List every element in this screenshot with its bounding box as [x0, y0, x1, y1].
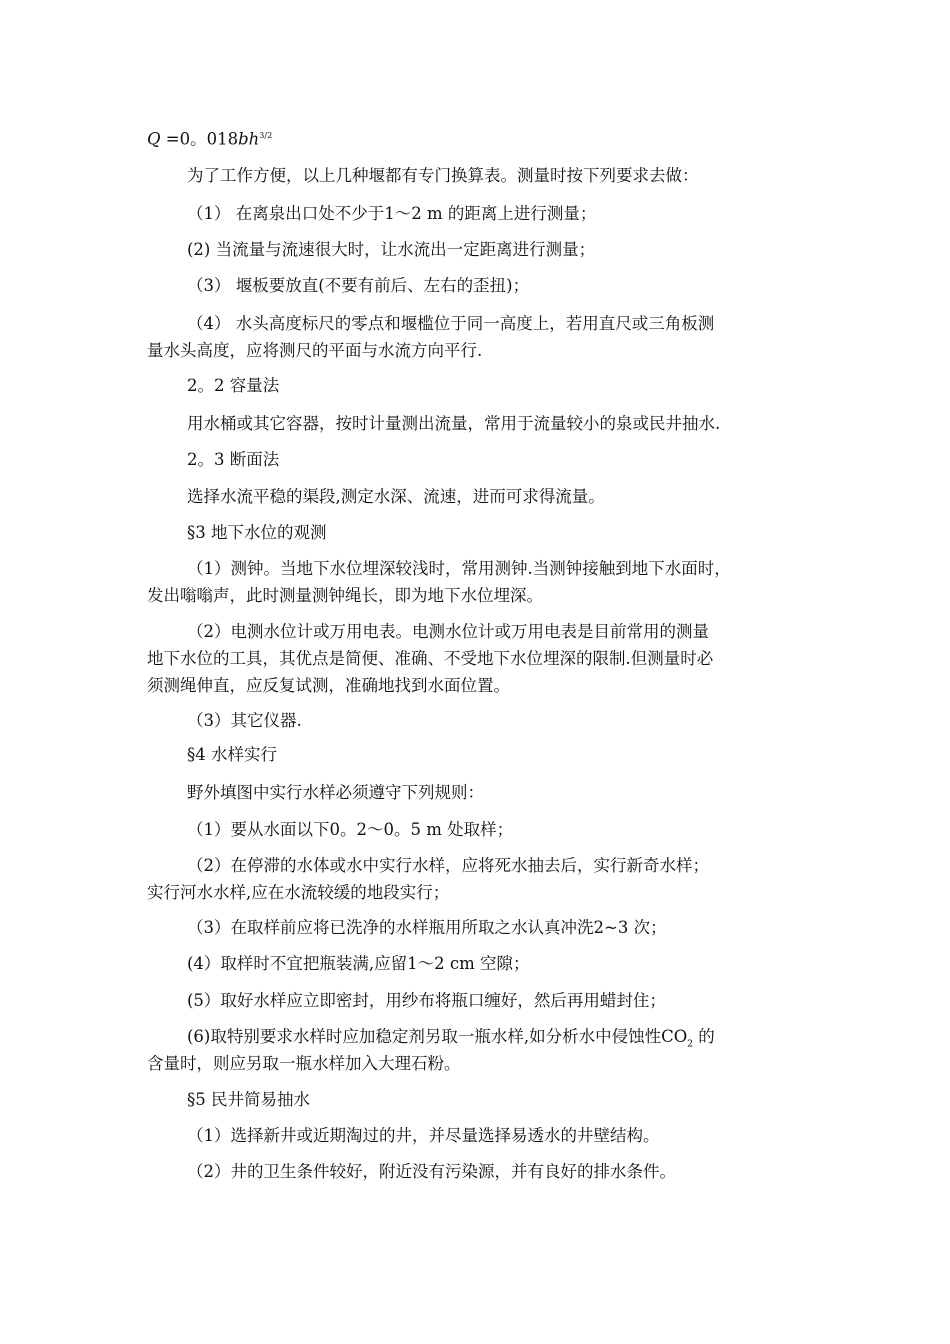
- section-4-item-1: （1）要从水面以下0。2～0。5 m 处取样；: [187, 820, 514, 839]
- section-3-item-2-line3: 须测绳伸直，应反复试测，准确地找到水面位置。: [147, 676, 510, 695]
- requirement-3: （3） 堰板要放直(不要有前后、左右的歪扭)；: [187, 276, 530, 295]
- requirement-1: （1） 在离泉出口处不少于1～2 m 的距离上进行测量；: [187, 204, 597, 223]
- section-3-item-3: （3）其它仪器.: [187, 711, 302, 730]
- formula-line: [147, 122, 817, 153]
- section-4-item-6-line2: 含量时，则应另取一瓶水样加入大理石粉。: [147, 1054, 461, 1073]
- paragraph-2-3: 选择水流平稳的渠段,测定水深、流速，进而可求得流量。: [187, 487, 605, 506]
- section-4-item-5: (5）取好水样应立即密封，用纱布将瓶口缠好，然后再用蜡封住；: [187, 991, 666, 1010]
- section-4-heading: §4 水样实行: [187, 745, 277, 764]
- formula-b: b: [238, 129, 249, 149]
- formula-eq: =0。018: [160, 129, 239, 149]
- formula-h: h: [248, 129, 260, 149]
- section-4-item-3: （3）在取样前应将已洗净的水样瓶用所取之水认真冲洗2~3 次；: [187, 918, 667, 937]
- co2-subscript: 2: [687, 1039, 694, 1050]
- paragraph-tables: 为了工作方便，以上几种堰都有专门换算表。测量时按下列要求去做：: [187, 166, 699, 185]
- formula-exponent: 3/2: [259, 131, 273, 140]
- heading-2-2: 2。2 容量法: [187, 376, 280, 395]
- section-3-item-1-line1: （1）测钟。当地下水位埋深较浅时，常用测钟.当测钟接触到地下水面时，: [187, 559, 731, 578]
- section-3-item-2-line2: 地下水位的工具，其优点是简便、准确、不受地下水位埋深的限制.但测量时必: [147, 649, 714, 668]
- section-4-item-2-line1: （2）在停滞的水体或水中实行水样，应将死水抽去后，实行新奇水样；: [187, 856, 709, 875]
- section-5-item-1: （1）选择新井或近期淘过的井，并尽量选择易透水的井壁结构。: [187, 1126, 660, 1145]
- section-4-item-6-tail: 的: [693, 1027, 715, 1046]
- requirement-4-line1: （4） 水头高度标尺的零点和堰槛位于同一高度上，若用直尺或三角板测: [187, 314, 715, 333]
- section-3-heading: §3 地下水位的观测: [187, 523, 327, 542]
- section-4-item-6-text: (6)取特别要求水样时应加稳定剂另取一瓶水样,如分析水中侵蚀性CO: [187, 1027, 688, 1046]
- section-3-item-1-line2: 发出嗡嗡声，此时测量测钟绳长，即为地下水位埋深。: [147, 586, 543, 605]
- section-5-item-2: （2）井的卫生条件较好，附近没有污染源，并有良好的排水条件。: [187, 1162, 676, 1181]
- section-4-item-4: (4）取样时不宜把瓶装满,应留1～2 cm 空隙；: [187, 954, 530, 973]
- heading-2-3: 2。3 断面法: [187, 450, 280, 469]
- section-4-item-2-line2: 实行河水水样,应在水流较缓的地段实行；: [147, 883, 450, 902]
- section-3-item-2-line1: （2）电测水位计或万用电表。电测水位计或万用电表是目前常用的测量: [187, 622, 709, 641]
- requirement-2: (2) 当流量与流速很大时，让水流出一定距离进行测量；: [187, 240, 596, 259]
- section-5-heading: §5 民井简易抽水: [187, 1090, 310, 1109]
- paragraph-2-2: 用水桶或其它容器，按时计量测出流量，常用于流量较小的泉或民井抽水.: [187, 414, 721, 433]
- section-4-intro: 野外填图中实行水样必须遵守下列规则：: [187, 783, 484, 802]
- formula-q: Q: [147, 129, 161, 149]
- requirement-4-line2: 量水头高度，应将测尺的平面与水流方向平行.: [147, 341, 483, 360]
